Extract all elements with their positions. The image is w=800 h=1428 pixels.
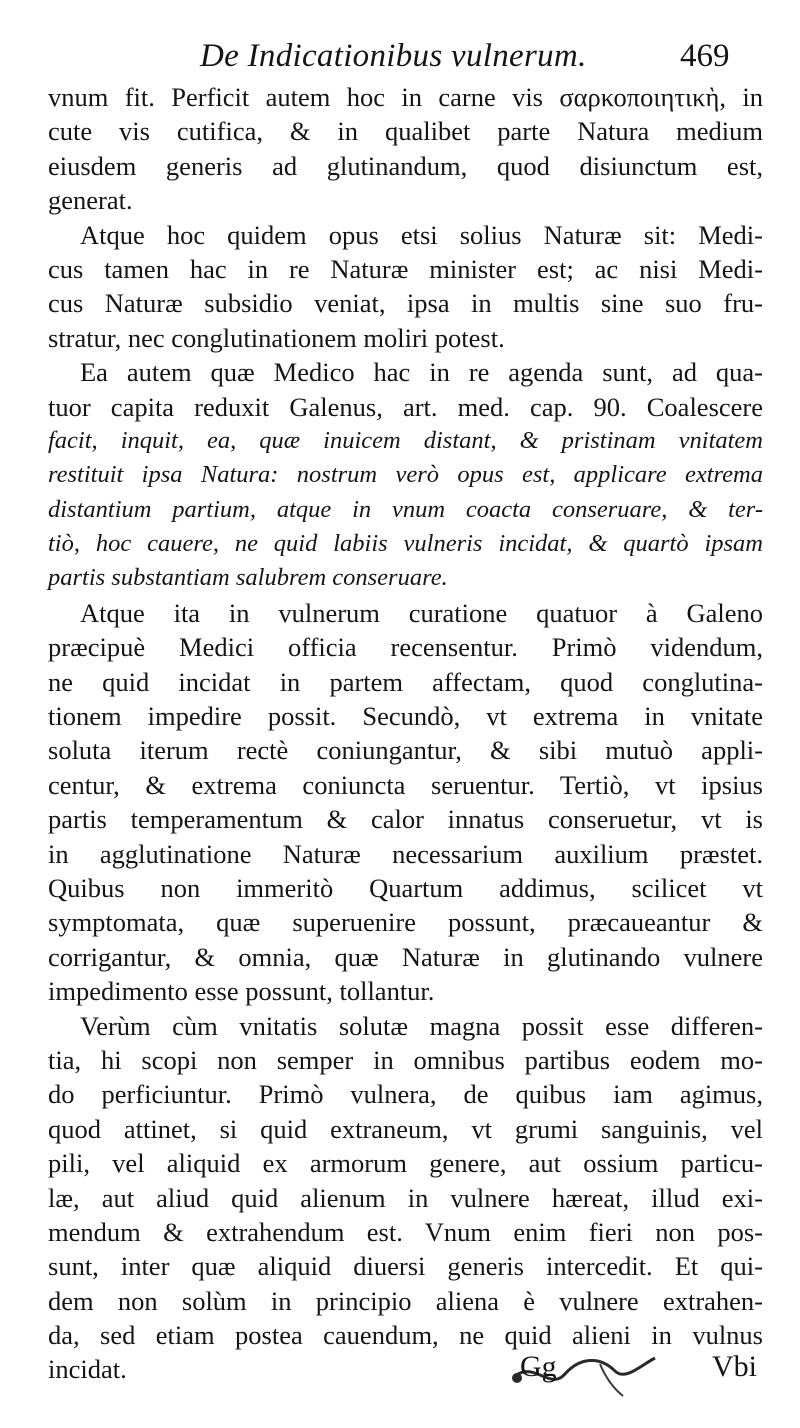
text-line: cute vis cutifica, & in qualibet parte Natura medium xyxy=(48,116,763,147)
paragraph-start-line: Ea autem quæ Medico hac in re agenda sunt, ad qua- xyxy=(80,357,763,388)
text-line: tia, hi scopi non semper in omnibus partibus eodem mo- xyxy=(48,1044,763,1075)
page-header xyxy=(0,36,800,84)
text-line: cus tamen hac in re Naturæ minister est; ac nisi Medi- xyxy=(48,253,763,284)
text-line: corrigantur, & omnia, quæ Naturæ in glutinando vulnere xyxy=(48,941,763,972)
text-line: symptomata, quæ superuenire possunt, præcaueantur & xyxy=(48,907,763,938)
quotation-line: facit, inquit, ea, quæ inuicem distant, & pristinam vnitatem xyxy=(48,426,763,454)
text-line: generat. xyxy=(48,185,133,216)
text-line: ne quid incidat in partem affectam, quod conglutina- xyxy=(48,666,763,697)
text-line: mendum & extrahendum est. Vnum enim fieri non pos- xyxy=(48,1216,763,1247)
text-line: læ, aut aliud quid alienum in vulnere hæreat, illud exi- xyxy=(48,1182,763,1213)
paragraph-start-line: Verùm cùm vnitatis solutæ magna possit esse differen- xyxy=(80,1010,763,1041)
text-line: Quibus non immeritò Quartum addimus, scilicet vt xyxy=(48,872,763,903)
text-line: soluta iterum rectè coniungantur, & sibi mutuò appli- xyxy=(48,735,763,766)
text-line: dem non solùm in principio aliena è vulnere extrahen- xyxy=(48,1285,763,1316)
body-text xyxy=(48,80,763,1387)
text-line: vnum fit. Perficit autem hoc in carne vis σαρκοποιητικὴ, in xyxy=(48,82,763,112)
quotation-line: distantium partium, atque in vnum coacta conseruare, & ter- xyxy=(48,495,763,523)
page-footer xyxy=(0,1350,800,1400)
text-line: eiusdem generis ad glutinandum, quod disiunctum est, xyxy=(48,150,763,181)
text-line: tionem impedire possit. Secundò, vt extrema in vnitate xyxy=(48,701,763,732)
quotation-line: partis substantiam salubrem conseruare. xyxy=(48,564,448,592)
page-number: 469 xyxy=(680,38,730,74)
text-line: tuor capita reduxit Galenus, art. med. cap. 90. Coalescere xyxy=(48,391,763,422)
text-line: cus Naturæ subsidio veniat, ipsa in multis sine suo fru- xyxy=(48,288,763,319)
text-line: quod attinet, si quid extraneum, vt grumi sanguinis, vel xyxy=(48,1113,763,1144)
text-line: stratur, nec conglutinationem moliri potest. xyxy=(48,322,505,353)
text-line: centur, & extrema coniuncta seruentur. Tertiò, vt ipsius xyxy=(48,769,763,800)
signature-mark: Gg xyxy=(520,1350,557,1383)
running-title: De Indicationibus vulnerum. xyxy=(200,38,587,74)
text-line: præcipuè Medici officia recensentur. Primò videndum, xyxy=(48,632,763,663)
paragraph-start-line: Atque hoc quidem opus etsi solius Naturæ sit: Medi- xyxy=(80,219,763,250)
catchword: Vbi xyxy=(712,1350,757,1383)
text-line: impedimento esse possunt, tollantur. xyxy=(48,976,435,1007)
text-line: sunt, inter quæ aliquid diuersi generis intercedit. Et qui- xyxy=(48,1251,763,1282)
text-line: in agglutinatione Naturæ necessarium auxilium præstet. xyxy=(48,838,763,869)
text-line: incidat. xyxy=(48,1354,127,1385)
quotation-line: restituit ipsa Natura: nostrum verò opus est, applicare extrema xyxy=(48,461,763,489)
text-line: partis temperamentum & calor innatus conseruetur, vt is xyxy=(48,804,763,835)
quotation-line: tiò, hoc cauere, ne quid labiis vulneris incidat, & quartò ipsam xyxy=(48,530,763,558)
text-line: da, sed etiam postea cauendum, ne quid alieni in vulnus xyxy=(48,1320,763,1351)
text-line: do perficiuntur. Primò vulnera, de quibus iam agimus, xyxy=(48,1079,763,1110)
paragraph-start-line: Atque ita in vulnerum curatione quatuor à Galeno xyxy=(80,597,763,628)
text-line: pili, vel aliquid ex armorum genere, aut ossium particu- xyxy=(48,1148,763,1179)
